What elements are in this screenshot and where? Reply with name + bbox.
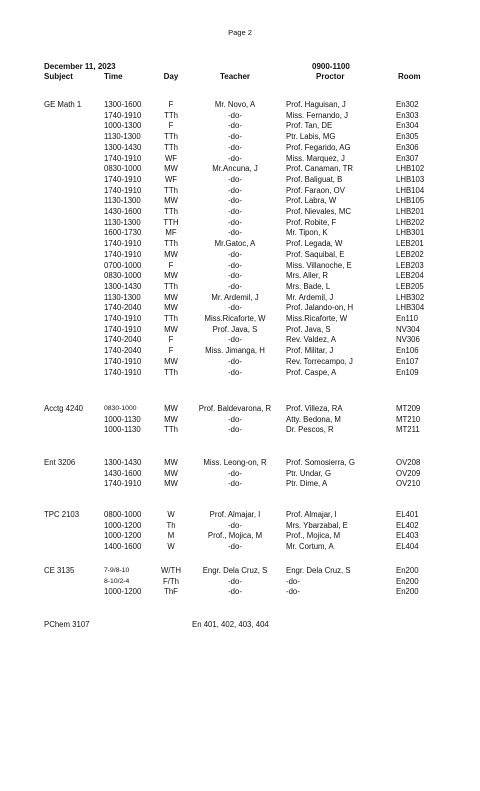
table-row (0, 282, 480, 292)
room-cell: NV304 (396, 324, 420, 334)
time-cell: 0830-1000 (104, 405, 137, 412)
proctor-cell: Prof. Baliguat, B (286, 174, 343, 184)
room-cell: En200 (396, 587, 419, 597)
time-cell: 1740-1910 (104, 356, 142, 366)
room-cell: LHB103 (396, 174, 425, 184)
time-cell: 1740-1910 (104, 367, 142, 377)
time-cell: 8-10/2-4 (104, 577, 130, 585)
table-row (0, 325, 480, 335)
time-cell: 1740-1910 (104, 479, 142, 489)
table-row (0, 186, 480, 196)
day-cell: MW (164, 324, 178, 334)
time-cell: 1740-2040 (104, 346, 142, 356)
table-row (0, 368, 480, 378)
teacher-cell: -do- (228, 249, 242, 259)
day-cell: F (168, 100, 174, 109)
table-row (0, 587, 480, 597)
day-cell: TTh (164, 142, 178, 152)
proctor-cell: Prof. Canaman, TR (286, 164, 354, 174)
proctor-cell: Miss.Ricaforte, W (286, 314, 348, 323)
time-cell: 1130-1300 (104, 196, 141, 206)
teacher-cell: Prof., Mojica, M (207, 531, 263, 541)
table-row (0, 357, 480, 367)
room-cell: En307 (396, 153, 419, 163)
table-row (0, 479, 480, 489)
teacher-cell: Miss. Jimanga, H (205, 346, 265, 356)
room-cell: LHB202 (396, 217, 425, 227)
time-cell: 1000-1130 (104, 414, 141, 424)
time-cell: 1740-1910 (104, 239, 142, 249)
day-cell: F/Th (162, 576, 180, 586)
day-cell: MF (165, 228, 177, 238)
subject-cell: TPC 2103 (44, 510, 80, 519)
time-cell: 0830-1000 (104, 271, 142, 281)
teacher-cell: -do- (228, 520, 242, 530)
day-cell: WF (164, 153, 178, 163)
proctor-cell: Mrs. Bade, L (286, 281, 331, 291)
table-row (0, 271, 480, 281)
teacher-cell: -do- (228, 468, 242, 478)
teacher-cell: -do- (228, 335, 242, 345)
room-cell: LEB203 (396, 260, 424, 270)
table-row (0, 196, 480, 206)
teacher-cell: -do- (228, 271, 242, 281)
table-row (0, 132, 480, 142)
table-row (0, 314, 480, 324)
time-cell: 1740-1910 (104, 314, 142, 323)
day-cell: TTh (164, 185, 178, 195)
room-cell: LHB302 (396, 292, 425, 302)
teacher-cell: -do- (228, 479, 242, 489)
room-cell: EL401 (396, 510, 419, 519)
proctor-cell: Ptr. Labis, MG (286, 132, 336, 142)
teacher-cell: -do- (228, 174, 242, 184)
proctor-cell: Miss. Villanoche, E (286, 260, 352, 270)
teacher-cell: Prof. Java, S (212, 324, 258, 334)
proctor-cell: Ptr. Undar, G (286, 468, 332, 478)
subject-cell: Acctg 4240 (44, 404, 84, 413)
room-cell: En200 (396, 576, 419, 586)
table-row (0, 521, 480, 531)
teacher-cell: -do- (228, 110, 242, 120)
time-cell: 1130-1300 (104, 132, 141, 142)
teacher-cell: -do- (228, 303, 242, 313)
exam-date: December 11, 2023 (44, 62, 116, 71)
table-row (0, 164, 480, 174)
table-row (0, 469, 480, 479)
col-header-subject: Subject (44, 72, 73, 81)
room-cell: En106 (396, 346, 419, 356)
time-cell: 1300-1430 (104, 458, 142, 467)
room-cell: MT211 (396, 425, 420, 435)
table-row (0, 577, 480, 587)
day-cell: MW (164, 249, 178, 259)
day-cell: TTh (164, 207, 178, 216)
table-row (0, 154, 480, 164)
table-row (0, 121, 480, 131)
table-row (0, 542, 480, 552)
time-cell: 0800-1000 (104, 510, 142, 519)
room-cell: En200 (396, 566, 419, 575)
table-row (0, 404, 480, 414)
table-row (0, 531, 480, 541)
room-cell: En302 (396, 100, 419, 109)
time-slot: 0900-1100 (312, 62, 350, 71)
day-cell: F (168, 260, 174, 270)
time-cell: 1740-1910 (104, 153, 142, 163)
table-row (0, 346, 480, 356)
day-cell: TTh (164, 132, 178, 142)
day-cell: MW (164, 468, 178, 478)
day-cell: MW (164, 404, 178, 413)
proctor-cell: Prof. Jalando-on, H (286, 303, 354, 313)
day-cell: MW (164, 458, 178, 467)
table-row (0, 111, 480, 121)
day-cell: MW (164, 271, 178, 281)
table-row (0, 566, 480, 576)
day-cell: MW (164, 303, 178, 313)
proctor-cell: Prof. Labra, W (286, 196, 337, 206)
teacher-cell: Mr. Novo, A (214, 100, 256, 109)
col-header-room: Room (398, 72, 421, 81)
time-cell: 1000-1300 (104, 121, 142, 131)
day-cell: MW (164, 164, 178, 174)
day-cell: Th (166, 520, 176, 530)
proctor-cell: Ptr. Dime, A (286, 479, 328, 489)
proctor-cell: Prof. Nievales, MC (286, 207, 351, 216)
col-header-proctor: Proctor (316, 72, 345, 81)
proctor-cell: Prof. Caspe, A (286, 367, 337, 377)
room-cell: LEB201 (396, 239, 424, 249)
room-cell: En109 (396, 367, 419, 377)
teacher-cell: Miss.Ricaforte, W (204, 314, 266, 323)
room-cell: OV209 (396, 468, 421, 478)
day-cell: TTh (164, 314, 178, 323)
proctor-cell: Rev. Torrecampo, J (286, 356, 353, 366)
proctor-cell: Mr. Tipon, K (286, 228, 328, 238)
proctor-cell: Prof. Legada, W (286, 239, 343, 249)
teacher-cell: Engr. Dela Cruz, S (202, 566, 268, 575)
proctor-cell: Engr. Dela Cruz, S (286, 566, 351, 575)
teacher-cell: Mr.Ancuna, J (212, 164, 258, 174)
day-cell: W (167, 542, 175, 552)
table-row (0, 218, 480, 228)
room-cell: LEB205 (396, 281, 424, 291)
table-row (0, 100, 480, 110)
time-cell: 1000-1130 (104, 425, 141, 435)
room-cell: MT210 (396, 414, 421, 424)
table-row (0, 303, 480, 313)
day-cell: TTh (164, 239, 178, 249)
table-row (0, 425, 480, 435)
room-cell: NV306 (396, 335, 420, 345)
day-cell: MW (164, 356, 178, 366)
teacher-cell: -do- (228, 587, 242, 597)
day-cell: W (167, 510, 175, 519)
teacher-cell: -do- (228, 356, 242, 366)
proctor-cell: Prof. Tan, DE (286, 121, 333, 131)
day-cell: TTh (164, 425, 178, 435)
teacher-cell: -do- (228, 281, 242, 291)
teacher-cell: -do- (228, 121, 242, 131)
room-cell: EL403 (396, 531, 419, 541)
teacher-cell: -do- (228, 185, 242, 195)
proctor-cell: -do- (286, 576, 300, 586)
room-cell: LHB105 (396, 196, 425, 206)
proctor-cell: Prof. Java, S (286, 324, 331, 334)
day-cell: W/TH (161, 566, 181, 575)
room-cell: LEB202 (396, 249, 424, 259)
proctor-cell: Rev. Valdez, A (286, 335, 336, 345)
proctor-cell: Mr. Ardemil, J (286, 292, 334, 302)
time-cell: 1000-1200 (104, 520, 142, 530)
teacher-cell: Mr.Gatoc, A (214, 239, 256, 249)
proctor-cell: Prof. Faraon, OV (286, 185, 345, 195)
day-cell: MW (164, 479, 178, 489)
room-cell: LHB201 (396, 207, 425, 216)
day-cell: ThF (164, 587, 178, 597)
table-row (0, 458, 480, 468)
room-cell: En107 (396, 356, 419, 366)
time-cell: 1130-1300 (104, 292, 141, 302)
time-cell: 1300-1600 (104, 100, 142, 109)
table-row (0, 261, 480, 271)
time-cell: 0830-1000 (104, 164, 142, 174)
time-cell: 1430-1600 (104, 207, 142, 216)
time-cell: 7-9/8-10 (104, 567, 130, 574)
proctor-cell: Atty. Bedona, M (286, 414, 341, 424)
table-row (0, 239, 480, 249)
room-cell: En304 (396, 121, 419, 131)
col-header-teacher: Teacher (219, 72, 251, 81)
day-cell: TTH (163, 217, 179, 227)
teacher-cell: Prof. Almajar, I (209, 510, 261, 519)
time-cell: 1740-1910 (104, 324, 142, 334)
time-cell: 1740-2040 (104, 335, 142, 345)
teacher-cell: -do- (228, 228, 242, 238)
table-row (0, 143, 480, 153)
teacher-cell: -do- (228, 207, 242, 216)
time-cell: 1740-2040 (104, 303, 142, 313)
time-cell: 1130-1300 (104, 217, 141, 227)
time-cell: 1740-1910 (104, 185, 142, 195)
room-cell: LHB301 (396, 228, 425, 238)
footer-subject: PChem 3107 (44, 620, 90, 629)
day-cell: MW (164, 414, 178, 424)
teacher-cell: -do- (228, 217, 242, 227)
teacher-cell: -do- (228, 260, 242, 270)
teacher-cell: Mr. Ardemil, J (211, 292, 259, 302)
time-cell: 1600-1730 (104, 228, 142, 238)
proctor-cell: Prof. Almajar, I (286, 510, 337, 519)
teacher-cell: -do- (228, 414, 242, 424)
table-row (0, 510, 480, 520)
room-cell: En303 (396, 110, 419, 120)
day-cell: TTh (164, 110, 178, 120)
proctor-cell: -do- (286, 587, 300, 597)
teacher-cell: Prof. Baldevarona, R (198, 404, 272, 413)
teacher-cell: -do- (228, 367, 242, 377)
table-row (0, 175, 480, 185)
room-cell: LHB304 (396, 303, 425, 313)
teacher-cell: -do- (228, 576, 242, 586)
room-cell: LEB204 (396, 271, 424, 281)
teacher-cell: Miss. Leong-on, R (203, 458, 267, 467)
table-row (0, 293, 480, 303)
proctor-cell: Prof., Mojica, M (286, 531, 341, 541)
teacher-cell: -do- (228, 142, 242, 152)
proctor-cell: Prof. Militar, J (286, 346, 334, 356)
room-cell: En306 (396, 142, 419, 152)
time-cell: 1740-1910 (104, 110, 142, 120)
time-cell: 1430-1600 (104, 468, 142, 478)
room-cell: MT209 (396, 404, 421, 413)
room-cell: LHB104 (396, 185, 425, 195)
time-cell: 1740-1910 (104, 174, 142, 184)
room-cell: LHB102 (396, 164, 425, 174)
room-cell: En305 (396, 132, 419, 142)
room-cell: EL404 (396, 542, 419, 552)
footer-rooms: En 401, 402, 403, 404 (192, 620, 269, 629)
proctor-cell: Prof. Saquibal, E (286, 249, 345, 259)
teacher-cell: -do- (228, 196, 242, 206)
day-cell: F (168, 335, 174, 345)
room-cell: En110 (396, 314, 418, 323)
teacher-cell: -do- (228, 132, 242, 142)
table-row (0, 228, 480, 238)
time-cell: 1000-1200 (104, 531, 142, 541)
subject-cell: CE 3135 (44, 566, 75, 575)
day-cell: WF (164, 174, 178, 184)
teacher-cell: -do- (228, 153, 242, 163)
day-cell: M (167, 531, 175, 541)
proctor-cell: Prof. Haguisan, J (286, 100, 346, 109)
proctor-cell: Miss. Fernando, J (286, 110, 348, 120)
table-row (0, 207, 480, 217)
proctor-cell: Prof. Fegarido, AG (286, 142, 351, 152)
day-cell: MW (164, 292, 178, 302)
proctor-cell: Prof. Villeza, RA (286, 404, 343, 413)
room-cell: EL402 (396, 520, 419, 530)
day-cell: TTh (164, 281, 178, 291)
proctor-cell: Prof. Robite, F (286, 217, 337, 227)
proctor-cell: Mr. Cortum, A (286, 542, 334, 552)
teacher-cell: -do- (228, 542, 242, 552)
time-cell: 1000-1200 (104, 587, 142, 597)
day-cell: F (168, 346, 174, 356)
subject-cell: GE Math 1 (44, 100, 82, 109)
room-cell: OV210 (396, 479, 421, 489)
teacher-cell: -do- (228, 425, 242, 435)
time-cell: 1740-1910 (104, 249, 142, 259)
table-row (0, 335, 480, 345)
time-cell: 1300-1430 (104, 142, 142, 152)
time-cell: 1400-1600 (104, 542, 142, 552)
proctor-cell: Dr. Pescos, R (286, 425, 334, 435)
room-cell: OV208 (396, 458, 421, 467)
day-cell: F (168, 121, 174, 131)
proctor-cell: Mrs. Aller, R (286, 271, 329, 281)
proctor-cell: Miss. Marquez, J (286, 153, 345, 163)
day-cell: TTh (164, 367, 178, 377)
proctor-cell: Prof. Somosierra, G (286, 458, 355, 467)
proctor-cell: Mrs. Ybarzabal, E (286, 520, 348, 530)
subject-cell: Ent 3206 (44, 458, 76, 467)
table-row (0, 415, 480, 425)
day-cell: MW (164, 196, 178, 206)
col-header-day: Day (163, 72, 179, 81)
time-cell: 0700-1000 (104, 260, 142, 270)
time-cell: 1300-1430 (104, 281, 142, 291)
table-row (0, 250, 480, 260)
col-header-time: Time (104, 72, 123, 81)
page-number: Page 2 (228, 28, 252, 37)
